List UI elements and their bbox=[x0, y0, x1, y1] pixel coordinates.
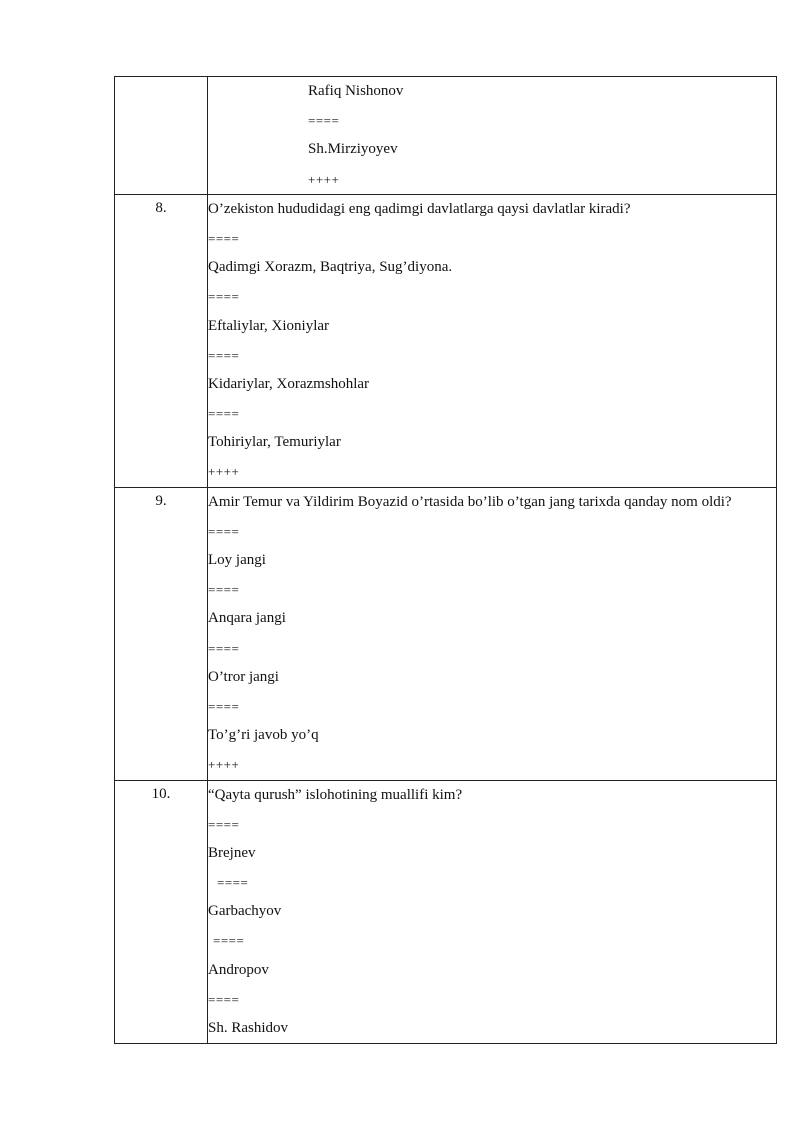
answer-option: O’tror jangi bbox=[208, 668, 279, 685]
question-number-cell bbox=[115, 194, 208, 487]
answer-option: Anqara jangi bbox=[208, 610, 286, 627]
table-row bbox=[115, 77, 777, 195]
question-number-cell bbox=[115, 780, 208, 1044]
separator: ==== bbox=[208, 991, 240, 1007]
answer-option: Sh. Rashidov bbox=[208, 1020, 289, 1036]
separator: ==== bbox=[208, 523, 240, 539]
table-row bbox=[115, 780, 777, 1044]
answer-option: Brejnev bbox=[208, 844, 256, 861]
table-row bbox=[115, 487, 777, 780]
end-marker: ++++ bbox=[208, 757, 240, 773]
answer-option: Andropov bbox=[208, 961, 269, 978]
question-content-cell bbox=[208, 77, 777, 195]
answer-option: Sh.Mirziyoyev bbox=[308, 141, 398, 158]
answer-option: To’g’ri javob yo’q bbox=[208, 727, 319, 744]
separator: ==== bbox=[208, 406, 240, 422]
question-number-cell bbox=[115, 487, 208, 780]
question-number: 9. bbox=[155, 492, 167, 509]
end-marker: ++++ bbox=[308, 171, 340, 187]
question-number bbox=[115, 77, 207, 80]
separator: ==== bbox=[208, 698, 240, 714]
table-row bbox=[115, 194, 777, 487]
separator: ==== bbox=[208, 230, 240, 246]
answer-option: Garbachyov bbox=[208, 903, 282, 920]
answer-option: Qadimgi Xorazm, Baqtriya, Sug’diyona. bbox=[208, 259, 453, 276]
quiz-table bbox=[114, 76, 777, 1044]
separator: ==== bbox=[308, 113, 340, 129]
answer-option: Rafiq Nishonov bbox=[308, 83, 404, 99]
question-content-cell bbox=[208, 487, 777, 780]
question-number: 8. bbox=[155, 199, 167, 216]
question-content-cell bbox=[208, 194, 777, 487]
answer-option: Tohiriylar, Temuriylar bbox=[208, 434, 341, 451]
separator: ==== bbox=[208, 640, 240, 656]
question-number: 10. bbox=[151, 785, 171, 802]
end-marker: ++++ bbox=[208, 464, 240, 480]
separator: ==== bbox=[208, 816, 240, 832]
separator: ==== bbox=[217, 875, 249, 891]
answer-option: Loy jangi bbox=[208, 552, 266, 568]
separator: ==== bbox=[208, 347, 240, 363]
question-text: “Qayta qurush” islohotining muallifi kim? bbox=[208, 786, 463, 803]
separator: ==== bbox=[208, 289, 240, 305]
separator: ==== bbox=[213, 933, 245, 949]
question-number-cell bbox=[115, 77, 208, 195]
question-content-cell bbox=[208, 780, 777, 1044]
answer-option: Eftaliylar, Xioniylar bbox=[208, 317, 330, 334]
answer-option: Kidariylar, Xorazmshohlar bbox=[208, 375, 370, 392]
question-text: O’zekiston hududidagi eng qadimgi davlatlarga qaysi davlatlar kiradi? bbox=[208, 200, 631, 217]
question-text: Amir Temur va Yildirim Boyazid o’rtasida bo’lib o’tgan jang tarixda qanday nom oldi? bbox=[208, 493, 732, 510]
separator: ==== bbox=[208, 582, 240, 598]
